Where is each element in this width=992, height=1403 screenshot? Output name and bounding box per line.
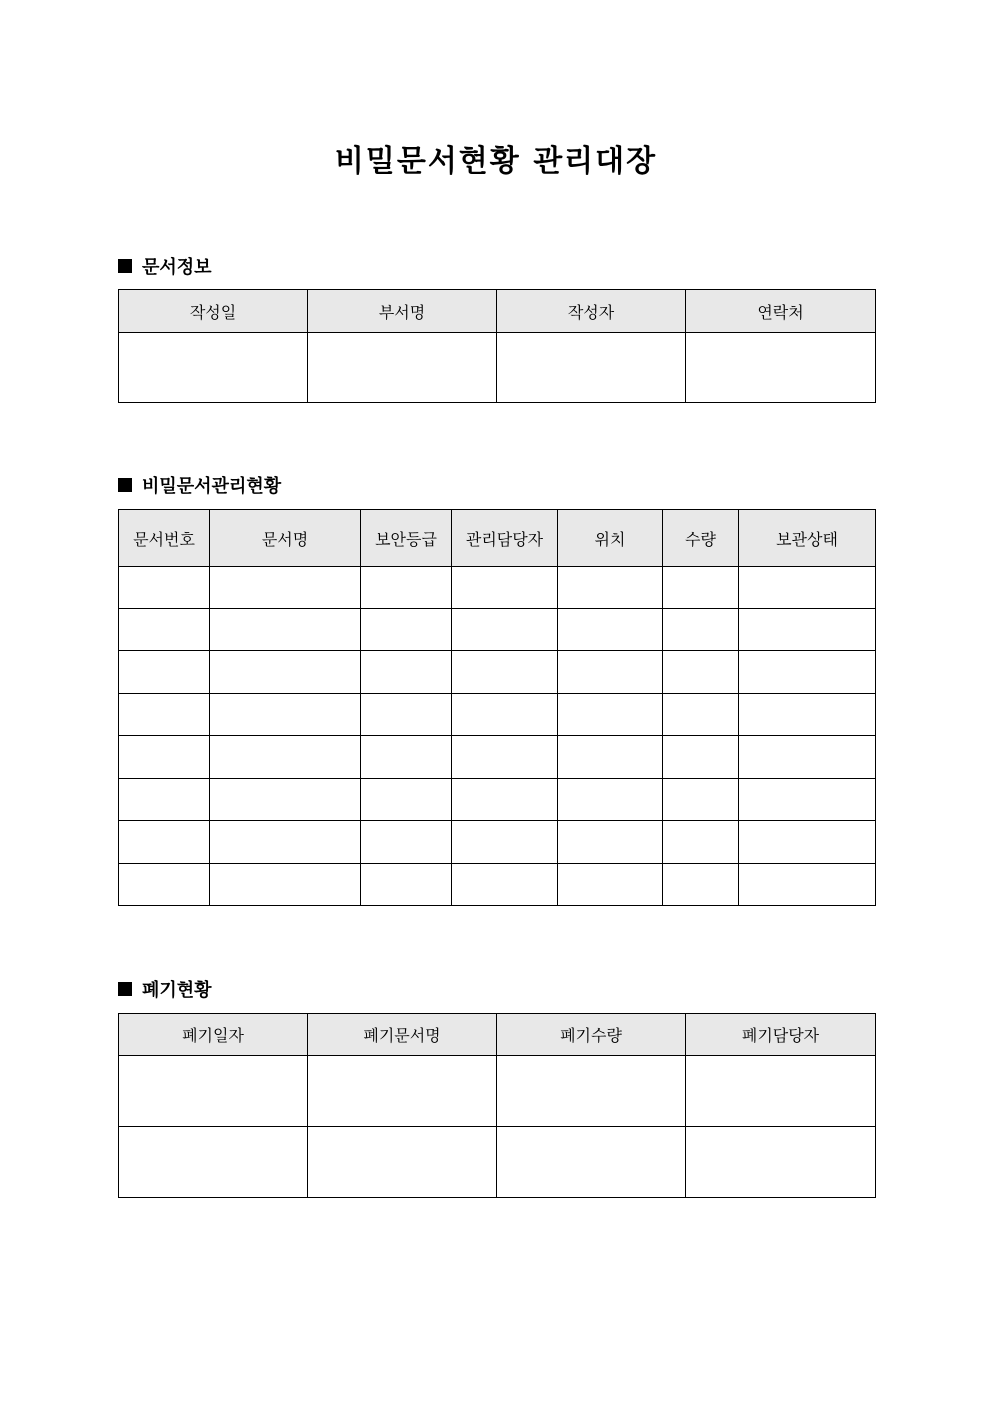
input-cell[interactable] xyxy=(686,333,876,403)
input-cell[interactable] xyxy=(558,694,663,736)
input-cell[interactable] xyxy=(739,609,876,651)
input-cell[interactable] xyxy=(739,567,876,609)
input-cell[interactable] xyxy=(497,1056,686,1127)
input-cell[interactable] xyxy=(119,609,210,651)
table-row xyxy=(119,736,876,779)
input-cell[interactable] xyxy=(663,567,739,609)
header-cell: 수량 xyxy=(663,510,739,567)
input-cell[interactable] xyxy=(361,567,452,609)
header-cell: 작성자 xyxy=(497,290,686,333)
input-cell[interactable] xyxy=(452,567,558,609)
table-row xyxy=(119,694,876,736)
header-cell: 보관상태 xyxy=(739,510,876,567)
input-cell[interactable] xyxy=(452,694,558,736)
input-cell[interactable] xyxy=(663,736,739,779)
header-cell: 폐기일자 xyxy=(119,1014,308,1056)
input-cell[interactable] xyxy=(739,864,876,906)
input-cell[interactable] xyxy=(361,694,452,736)
header-cell: 보안등급 xyxy=(361,510,452,567)
input-cell[interactable] xyxy=(361,821,452,864)
input-cell[interactable] xyxy=(558,736,663,779)
table-row xyxy=(119,567,876,609)
square-bullet-icon xyxy=(118,478,132,492)
input-cell[interactable] xyxy=(210,651,361,694)
input-cell[interactable] xyxy=(558,609,663,651)
input-cell[interactable] xyxy=(210,694,361,736)
section-heading-label: 문서정보 xyxy=(142,257,212,278)
table-row xyxy=(119,333,876,403)
page-title: 비밀문서현황 관리대장 xyxy=(334,144,658,179)
header-cell: 작성일 xyxy=(119,290,308,333)
input-cell[interactable] xyxy=(210,736,361,779)
input-cell[interactable] xyxy=(558,779,663,821)
input-cell[interactable] xyxy=(452,609,558,651)
input-cell[interactable] xyxy=(558,651,663,694)
table-row xyxy=(119,609,876,651)
input-cell[interactable] xyxy=(497,333,686,403)
input-cell[interactable] xyxy=(452,821,558,864)
input-cell[interactable] xyxy=(663,651,739,694)
input-cell[interactable] xyxy=(119,864,210,906)
table-row xyxy=(119,821,876,864)
input-cell[interactable] xyxy=(361,609,452,651)
input-cell[interactable] xyxy=(119,333,308,403)
input-cell[interactable] xyxy=(739,694,876,736)
input-cell[interactable] xyxy=(119,1056,308,1127)
input-cell[interactable] xyxy=(361,864,452,906)
header-cell: 폐기수량 xyxy=(497,1014,686,1056)
input-cell[interactable] xyxy=(119,779,210,821)
input-cell[interactable] xyxy=(210,567,361,609)
input-cell[interactable] xyxy=(361,651,452,694)
doc-info-table xyxy=(118,289,876,403)
input-cell[interactable] xyxy=(210,821,361,864)
input-cell[interactable] xyxy=(663,609,739,651)
square-bullet-icon xyxy=(118,259,132,273)
input-cell[interactable] xyxy=(119,651,210,694)
header-cell: 폐기문서명 xyxy=(308,1014,497,1056)
input-cell[interactable] xyxy=(119,1127,308,1198)
section-heading-label: 비밀문서관리현황 xyxy=(142,476,282,497)
input-cell[interactable] xyxy=(210,609,361,651)
input-cell[interactable] xyxy=(686,1056,876,1127)
input-cell[interactable] xyxy=(558,821,663,864)
table-row xyxy=(119,779,876,821)
input-cell[interactable] xyxy=(452,779,558,821)
table-header-row xyxy=(119,1014,876,1056)
input-cell[interactable] xyxy=(119,736,210,779)
table-header-row xyxy=(119,290,876,333)
section-heading-doc-info xyxy=(118,253,212,279)
input-cell[interactable] xyxy=(119,694,210,736)
header-cell: 폐기담당자 xyxy=(686,1014,876,1056)
secret-docs-table xyxy=(118,509,876,906)
input-cell[interactable] xyxy=(663,864,739,906)
input-cell[interactable] xyxy=(308,1127,497,1198)
input-cell[interactable] xyxy=(663,694,739,736)
header-cell: 문서번호 xyxy=(119,510,210,567)
header-cell: 문서명 xyxy=(210,510,361,567)
section-heading-secret-docs xyxy=(118,472,281,498)
input-cell[interactable] xyxy=(308,1056,497,1127)
input-cell[interactable] xyxy=(558,864,663,906)
input-cell[interactable] xyxy=(497,1127,686,1198)
input-cell[interactable] xyxy=(739,821,876,864)
table-header-row xyxy=(119,510,876,567)
input-cell[interactable] xyxy=(663,821,739,864)
table-row xyxy=(119,1127,876,1198)
input-cell[interactable] xyxy=(452,651,558,694)
table-row xyxy=(119,1056,876,1127)
input-cell[interactable] xyxy=(119,821,210,864)
input-cell[interactable] xyxy=(210,864,361,906)
input-cell[interactable] xyxy=(739,736,876,779)
input-cell[interactable] xyxy=(686,1127,876,1198)
section-heading-label: 폐기현황 xyxy=(142,980,212,1001)
input-cell[interactable] xyxy=(308,333,497,403)
header-cell: 부서명 xyxy=(308,290,497,333)
input-cell[interactable] xyxy=(663,779,739,821)
input-cell[interactable] xyxy=(361,736,452,779)
input-cell[interactable] xyxy=(119,567,210,609)
input-cell[interactable] xyxy=(452,736,558,779)
input-cell[interactable] xyxy=(452,864,558,906)
input-cell[interactable] xyxy=(361,779,452,821)
input-cell[interactable] xyxy=(210,779,361,821)
disposal-table xyxy=(118,1013,876,1198)
header-cell: 연락처 xyxy=(686,290,876,333)
table-row xyxy=(119,651,876,694)
header-cell: 관리담당자 xyxy=(452,510,558,567)
input-cell[interactable] xyxy=(739,651,876,694)
section-heading-disposal xyxy=(118,976,212,1002)
square-bullet-icon xyxy=(118,982,132,996)
table-row xyxy=(119,864,876,906)
input-cell[interactable] xyxy=(558,567,663,609)
input-cell[interactable] xyxy=(739,779,876,821)
header-cell: 위치 xyxy=(558,510,663,567)
